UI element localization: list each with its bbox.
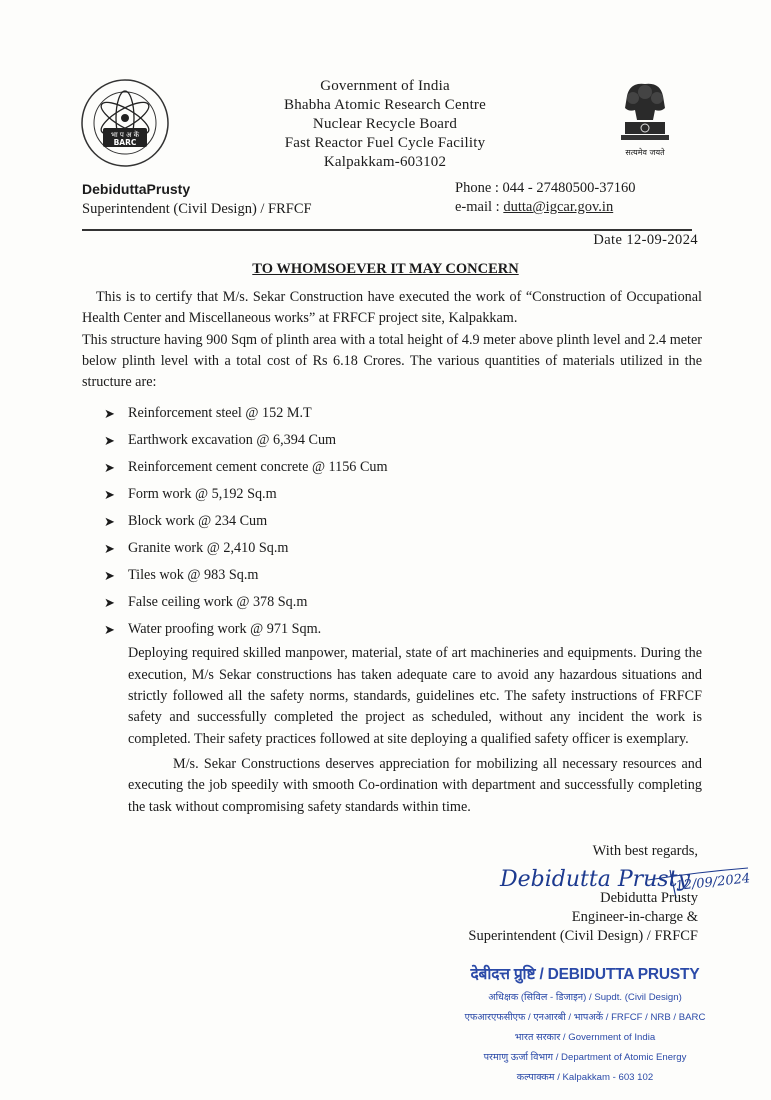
letterhead-line-2: Bhabha Atomic Research Centre xyxy=(284,97,486,113)
stamp-line-1: देबीदत्त प्रुष्टि / DEBIDUTTA PRUSTY xyxy=(470,966,700,983)
signatory-role-1: Engineer-in-charge & xyxy=(571,909,698,925)
emblem-motto: सत्यमेव जयते xyxy=(625,148,665,157)
arrow-bullet-icon: ➤ xyxy=(104,433,115,449)
signatory-name: Debidutta Prusty xyxy=(600,890,698,906)
letterhead-line-3: Nuclear Recycle Board xyxy=(312,116,458,132)
letterhead xyxy=(200,77,570,172)
letterhead-line-1: Government of India xyxy=(320,78,450,94)
svg-text:12/09/2024: 12/09/2024 xyxy=(674,871,751,894)
sender-name: DebiduttaPrusty xyxy=(82,181,191,197)
arrow-bullet-icon: ➤ xyxy=(104,406,115,422)
phone-number: 044 - 27480500-37160 xyxy=(502,180,636,196)
contact-block xyxy=(455,179,635,217)
body-paragraph-1b: This structure having 900 Sqm of plinth area with a total height of 4.9 meter above plinth level and 2.4 meter below plinth level with a total cost of Rs 6.18 Crores. The various quantities of materials utilized in the structure are: xyxy=(82,331,702,391)
arrow-bullet-icon: ➤ xyxy=(104,514,115,530)
stamp-line-3: एफआरएफसीएफ / एनआरबी / भापअकें / FRFCF / NRB / BARC xyxy=(464,1012,706,1023)
list-item: ➤ Reinforcement steel @ 152 M.T xyxy=(104,400,702,427)
arrow-bullet-icon: ➤ xyxy=(104,622,115,638)
stamp-line-5: परमाणु ऊर्जा विभाग / Department of Atomic Energy xyxy=(483,1052,687,1063)
arrow-bullet-icon: ➤ xyxy=(104,595,115,611)
svg-text:Debidutta Prusty: Debidutta Prusty xyxy=(500,867,690,892)
official-stamp xyxy=(455,962,715,1088)
letterhead-line-5: Kalpakkam-603102 xyxy=(323,154,447,170)
list-item: ➤ Earthwork excavation @ 6,394 Cum xyxy=(104,427,702,454)
list-item: ➤ Tiles wok @ 983 Sq.m xyxy=(104,562,702,589)
materials-list xyxy=(82,400,702,643)
signatory-block xyxy=(468,889,698,946)
svg-text:भा प अ कें: भा प अ कें xyxy=(110,131,140,139)
barc-logo xyxy=(80,78,170,168)
subject-heading: TO WHOMSOEVER IT MAY CONCERN xyxy=(252,261,519,277)
svg-text:BARC: BARC xyxy=(113,138,137,147)
email-label: e-mail : xyxy=(455,199,504,215)
signatory-role-2: Superintendent (Civil Design) / FRFCF xyxy=(468,928,698,944)
phone-label: Phone : xyxy=(455,180,503,196)
stamp-line-2: अधिक्षक (सिविल - डिजाइन) / Supdt. (Civil Design) xyxy=(488,992,682,1003)
national-emblem xyxy=(605,78,685,163)
body-paragraph-3: M/s. Sekar Constructions deserves appreciation for mobilizing all necessary resources and executing the job speedily with smooth Co-ordination with department and successfully completing the task without compromising safety standards within time. xyxy=(128,755,702,815)
closing-regards: With best regards, xyxy=(592,843,698,859)
list-item: ➤ False ceiling work @ 378 Sq.m xyxy=(104,589,702,616)
stamp-line-4: भारत सरकार / Government of India xyxy=(514,1032,656,1043)
sender-block xyxy=(82,180,312,219)
arrow-bullet-icon: ➤ xyxy=(104,487,115,503)
list-item: ➤ Granite work @ 2,410 Sq.m xyxy=(104,535,702,562)
letter-body xyxy=(82,287,702,818)
arrow-bullet-icon: ➤ xyxy=(104,568,115,584)
stamp-line-6: कल्पाक्कम / Kalpakkam - 603 102 xyxy=(516,1072,654,1083)
arrow-bullet-icon: ➤ xyxy=(104,460,115,476)
list-item: ➤ Water proofing work @ 971 Sqm. xyxy=(104,616,702,643)
list-item: ➤ Form work @ 5,192 Sq.m xyxy=(104,481,702,508)
list-item: ➤ Reinforcement cement concrete @ 1156 Cum xyxy=(104,454,702,481)
header-divider xyxy=(82,229,692,231)
email-link[interactable]: dutta@igcar.gov.in xyxy=(503,199,614,215)
sender-title: Superintendent (Civil Design) / FRFCF xyxy=(82,201,312,217)
list-item: ➤ Block work @ 234 Cum xyxy=(104,508,702,535)
body-paragraph-1: This is to certify that M/s. Sekar Construction have executed the work of “Construction of Occupational Health Center and Miscellaneous works” at FRFCF project site, Kalpakkam. xyxy=(82,289,702,327)
body-paragraph-2: Deploying required skilled manpower, material, state of art machineries and equipments. During the execution, M/s Sekar constructions has taken adequate care to avoid any hazardous situations and strictly followed all the safety norms, standards, guidelines etc. The safety instructions of FRFCF safety and successfully completed the project as scheduled, without any incident the work is completed. Their safety practices followed at site deploying a qualified safety officer is exemplary. xyxy=(128,645,702,747)
letterhead-line-4: Fast Reactor Fuel Cycle Facility xyxy=(284,135,486,151)
arrow-bullet-icon: ➤ xyxy=(104,541,115,557)
letter-date: Date 12-09-2024 xyxy=(593,232,698,248)
